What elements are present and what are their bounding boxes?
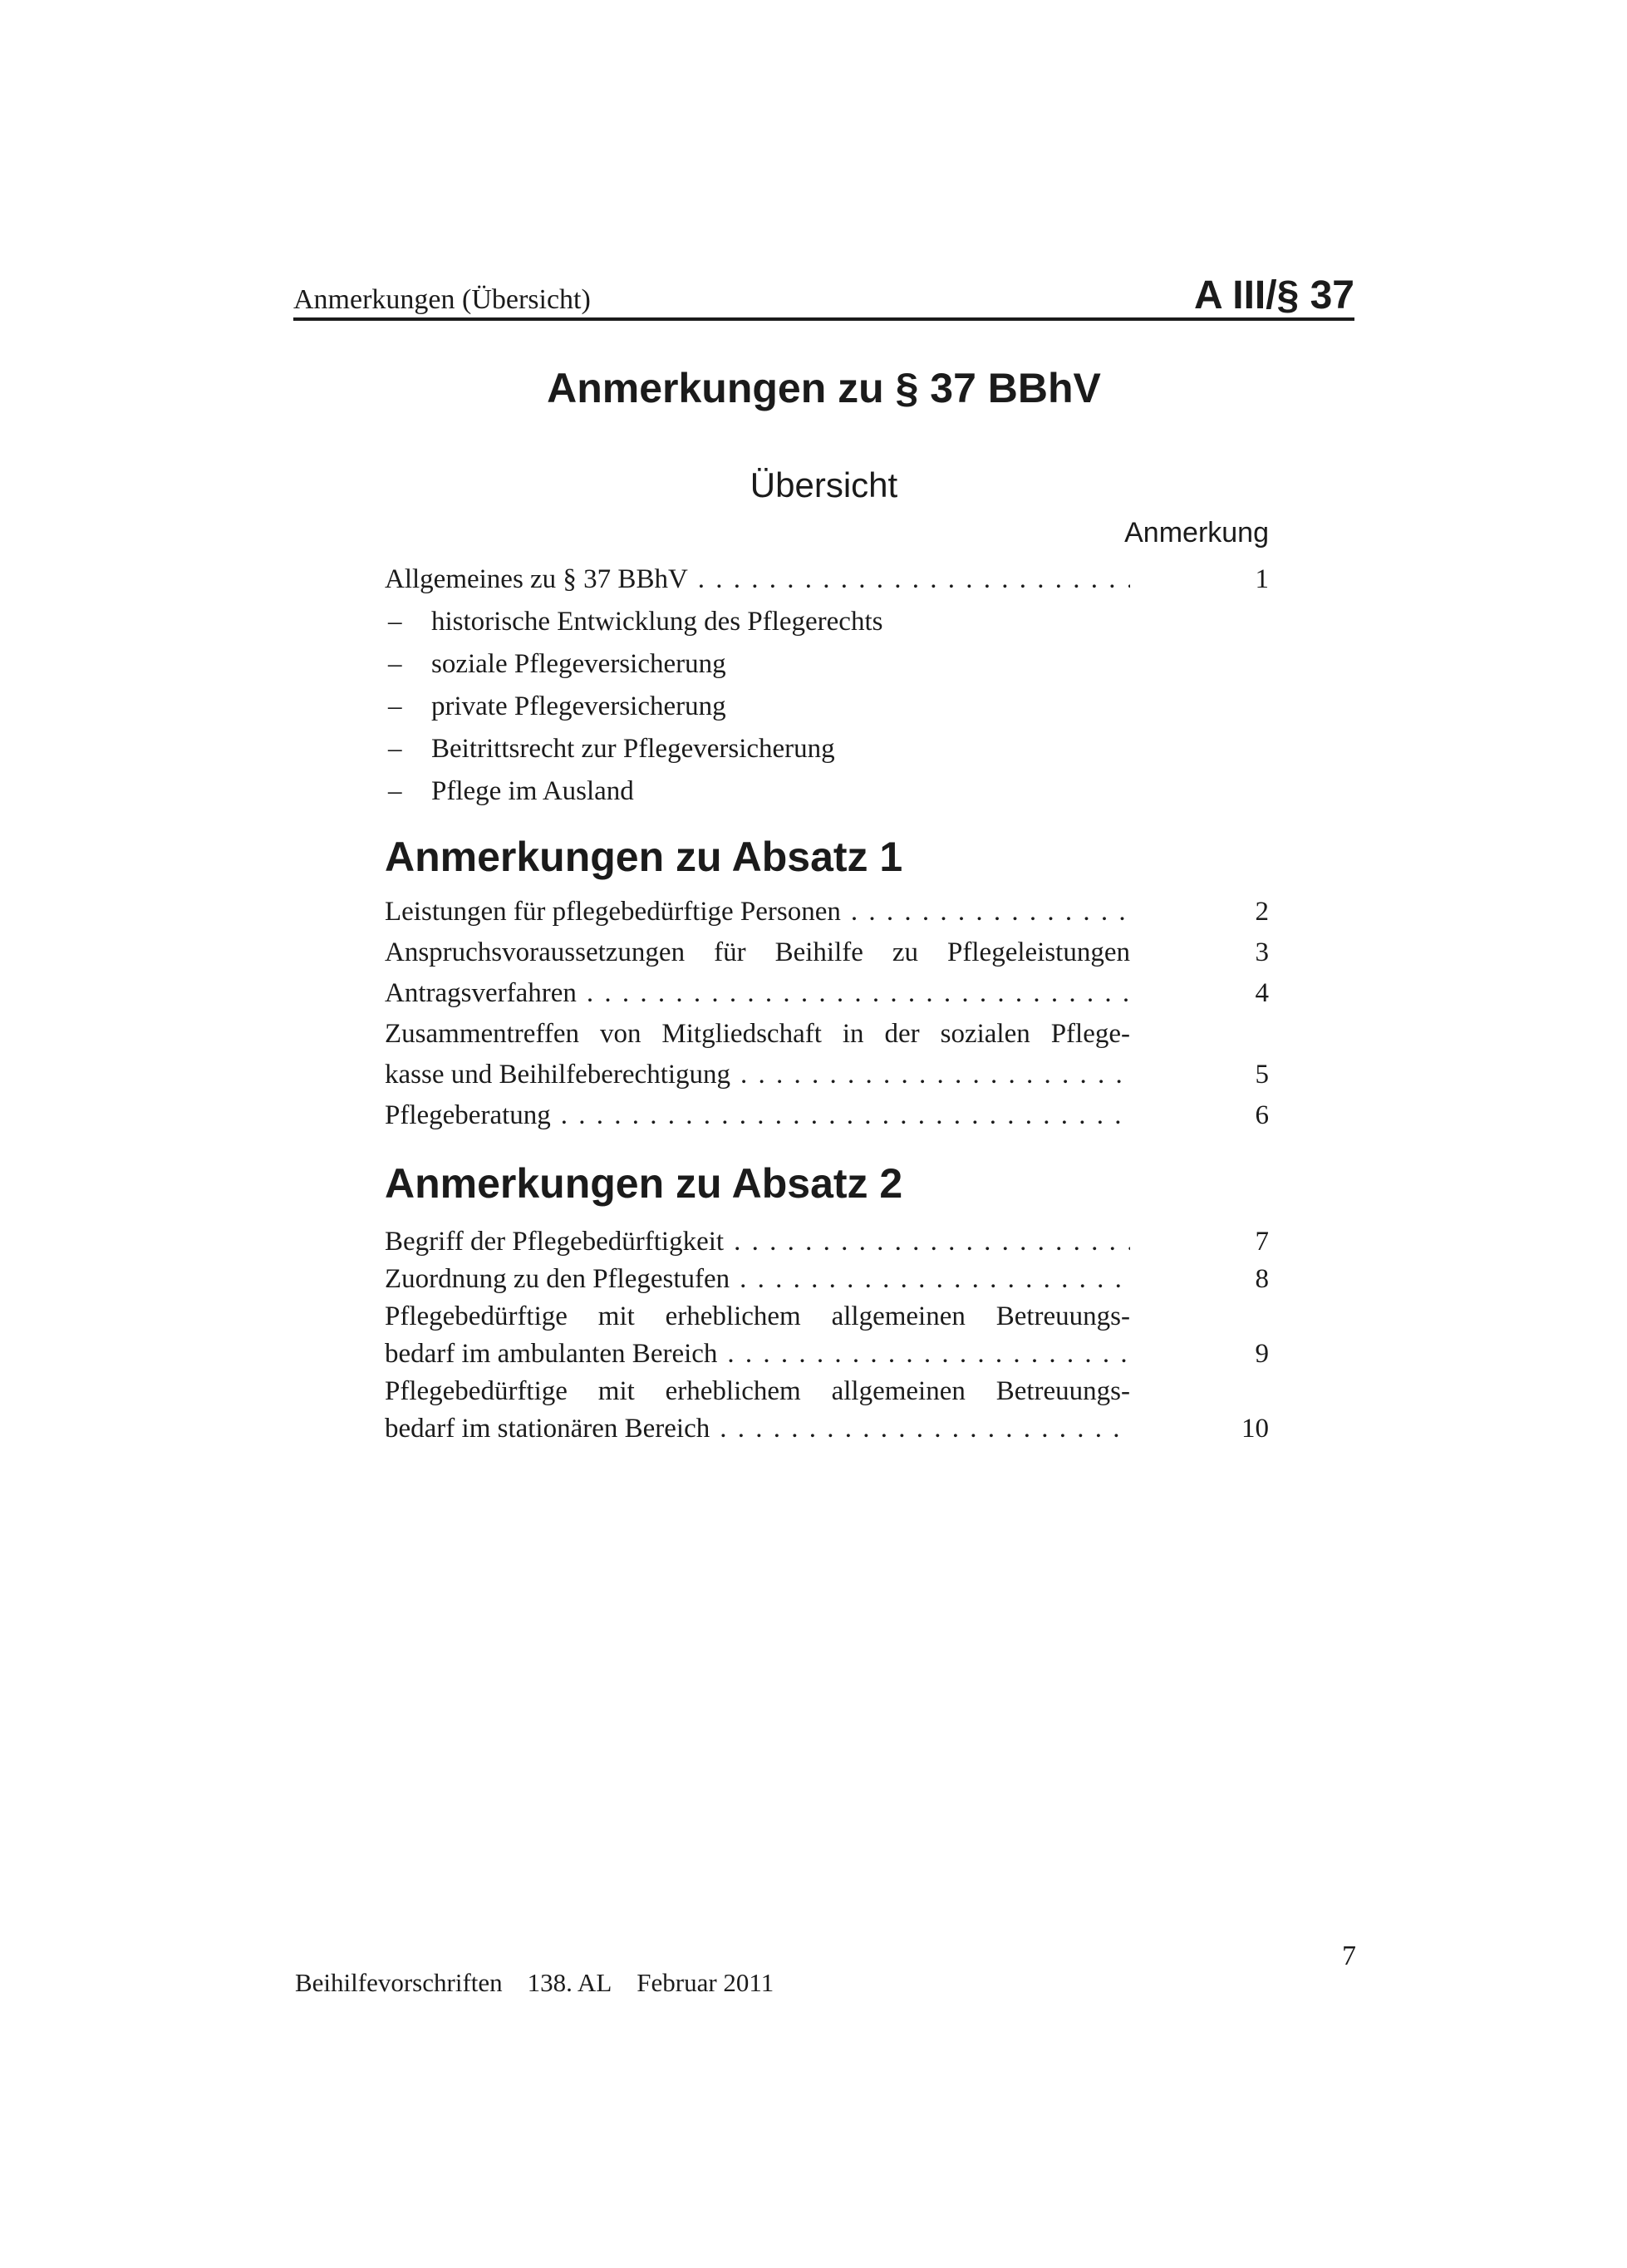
- toc-item-label: Antragsverfahren: [385, 978, 577, 1008]
- toc-list-absatz-2: [385, 1223, 1354, 1448]
- toc-list-absatz-1: [385, 892, 1354, 1136]
- toc-item-label: Begriff der Pflegebedürftigkeit: [385, 1227, 725, 1257]
- toc-row: [385, 1095, 1354, 1136]
- toc-row: [385, 1261, 1354, 1298]
- toc-anchor-number: 4: [1255, 978, 1269, 1008]
- toc-item-label: historische Entwicklung des Pflegerechts: [431, 607, 883, 637]
- toc-dash-item: [385, 643, 1354, 686]
- toc-dash-item: [385, 601, 1354, 643]
- toc-dash-item: [385, 686, 1354, 728]
- toc-item-label: Allgemeines zu § 37 BBhV: [385, 564, 688, 594]
- page-subtitle: Übersicht: [750, 465, 898, 504]
- dash-bullet: –: [388, 691, 402, 721]
- dot-leader: [698, 558, 1130, 601]
- toc-item-label: Beitrittsrecht zur Pflegeversicherung: [431, 734, 835, 764]
- toc-row: [385, 892, 1354, 932]
- dash-bullet: –: [388, 776, 402, 806]
- toc-item-label: kasse und Beihilfeberechtigung: [385, 1060, 731, 1090]
- toc-anchor-number: 2: [1255, 897, 1269, 927]
- footer-edition: 138. AL: [527, 1968, 612, 1997]
- footer-publication: Beihilfevorschriften: [295, 1968, 503, 1997]
- toc-row: [385, 932, 1354, 973]
- section-heading-absatz-2: Anmerkungen zu Absatz 2: [385, 1160, 903, 1207]
- dot-leader: [720, 1410, 1130, 1448]
- toc-anchor-number: 5: [1255, 1060, 1269, 1090]
- toc-row: [385, 1055, 1354, 1095]
- toc-row: [385, 973, 1354, 1014]
- toc-item-label: Leistungen für pflegebedürftige Personen: [385, 897, 841, 927]
- toc-item-label: soziale Pflegeversicherung: [431, 649, 726, 679]
- toc-item-label: Pflegebedürftige mit erheblichem allgemeinen Betreuungs-: [385, 1376, 1130, 1406]
- toc-item-label: Anspruchsvoraussetzungen für Beihilfe zu Pflegeleistungen: [385, 937, 1130, 967]
- header-rule: [293, 317, 1354, 321]
- header-chapter-ref: A III/§ 37: [1194, 273, 1354, 317]
- dot-leader: [851, 892, 1130, 932]
- toc-intro-list: [385, 558, 1354, 813]
- header-section-label: Anmerkungen (Übersicht): [293, 284, 591, 315]
- page-number: 7: [1342, 1941, 1356, 1971]
- toc-row: [385, 1373, 1354, 1410]
- footer-date: Februar 2011: [637, 1968, 774, 1997]
- toc-row: [385, 1014, 1354, 1055]
- toc-dash-item: [385, 728, 1354, 770]
- dot-leader: [740, 1055, 1130, 1095]
- dot-leader: [740, 1261, 1130, 1298]
- toc-anchor-number: 10: [1241, 1414, 1269, 1444]
- toc-anchor-number: 3: [1255, 937, 1269, 967]
- toc-anchor-number: 9: [1255, 1339, 1269, 1369]
- dash-bullet: –: [388, 649, 402, 679]
- toc-item-label: bedarf im stationären Bereich: [385, 1414, 710, 1444]
- toc-item-label: Pflegeberatung: [385, 1100, 551, 1130]
- toc-item-label: Zusammentreffen von Mitgliedschaft in der sozialen Pflege-: [385, 1019, 1130, 1049]
- toc-anchor-number: 7: [1255, 1227, 1269, 1257]
- dot-leader: [561, 1095, 1130, 1136]
- dot-leader: [587, 973, 1130, 1014]
- footer: [295, 1970, 774, 1995]
- dash-bullet: –: [388, 734, 402, 764]
- anmerkung-column-label: Anmerkung: [1124, 517, 1269, 549]
- page-title: Anmerkungen zu § 37 BBhV: [547, 365, 1101, 411]
- dot-leader: [734, 1223, 1130, 1261]
- toc-row: [385, 1336, 1354, 1373]
- toc-item-label: Pflege im Ausland: [431, 776, 634, 806]
- toc-row: [385, 1410, 1354, 1448]
- toc-item-label: private Pflegeversicherung: [431, 691, 726, 721]
- toc-row: [385, 1298, 1354, 1336]
- toc-item-label: bedarf im ambulanten Bereich: [385, 1339, 718, 1369]
- section-heading-absatz-1: Anmerkungen zu Absatz 1: [385, 834, 903, 880]
- toc-item-label: Zuordnung zu den Pflegestufen: [385, 1264, 730, 1294]
- toc-row: [385, 1223, 1354, 1261]
- dot-leader: [727, 1336, 1130, 1373]
- toc-anchor-number: 6: [1255, 1100, 1269, 1130]
- dash-bullet: –: [388, 607, 402, 637]
- toc-anchor-number: 8: [1255, 1264, 1269, 1294]
- toc-anchor-number: 1: [1255, 564, 1269, 594]
- toc-row: [385, 558, 1354, 601]
- toc-dash-item: [385, 770, 1354, 813]
- toc-item-label: Pflegebedürftige mit erheblichem allgemeinen Betreuungs-: [385, 1301, 1130, 1331]
